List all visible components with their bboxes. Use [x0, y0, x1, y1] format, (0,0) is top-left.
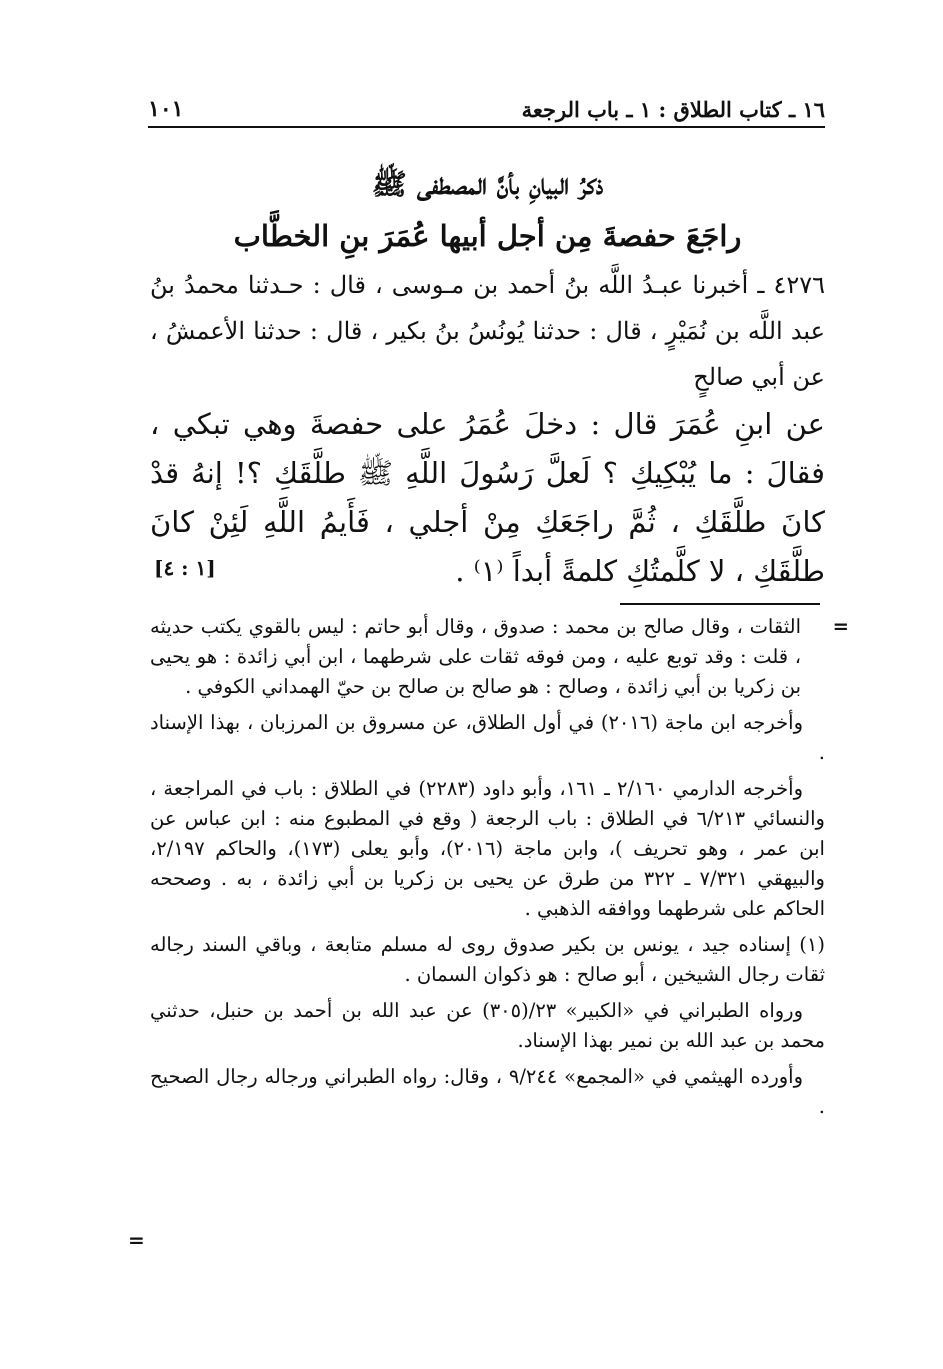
footnote-continuation [150, 612, 849, 702]
page-number: ١٠١ [148, 96, 184, 122]
continuation-marker: = [832, 615, 849, 638]
footnote-paragraph: وأورده الهيثمي في «المجمع» ٩/٢٤٤ ، وقال: رواه الطبراني ورجاله رجال الصحيح . [150, 1065, 825, 1118]
footnote-separator [620, 603, 820, 605]
hadith-isnad: ٤٢٧٦ ـ أخبرنا عبـدُ اللَّه بنُ أحمد بن مـوسى ، قال : حـدثنا محمدُ بنُ عبد اللَّه بن نُمَيْرٍ ، قال : حدثنا يُونُسُ بنُ بكير ، قال : حدثنا الأعمشُ ، عن أبي صالحٍ [150, 271, 825, 391]
footnote-paragraph: وأخرجه الدارمي ٢/١٦٠ ـ ١٦١، وأبو داود (٢٢٨٣) في الطلاق : باب في المراجعة ، والنسائي ٦/٢١٣ في الطلاق : باب الرجعة ( وقع في المطبوع منه : ابن عباس عن ابن عمر ، وهو تحريف )، وابن ماجة (٢٠١٦)، وأبو يعلى (١٧٣)، والحاكم ٢/١٩٧، والبيهقي ٧/٣٢١ ـ ٣٢٢ من طرق عن يحيى بن زكريا بن أبي زائدة ، به . وصححه الحاكم على شرطهما ووافقه الذهبي . [150, 777, 825, 920]
hadith-reference: [١ : ٤] [154, 556, 216, 580]
hadith-matn: عن ابنِ عُمَرَ قال : دخلَ عُمَرُ على حفصةَ وهي تبكي ، فقالَ : ما يُبْكِيكِ ؟ لَعلَّ رَسُولَ اللَّهِ ﷺ طلَّقَكِ ؟! إنهُ قدْ كانَ طلَّقَكِ ، ثُمَّ راجَعَكِ مِنْ أجلي ، فَأَيمُ اللَّهِ لَئِنْ كانَ طلَّقَكِ ، لا كلَّمتُكِ كلمةً أبداً ⁽١⁾ . [150, 407, 825, 588]
running-title: ١٦ ـ كتاب الطلاق : ١ ـ باب الرجعة [521, 97, 825, 122]
heading-line-1: ذكرُ البيانِ بأنَّ المصطفى ﷺ [371, 167, 604, 201]
footnote-paragraph: ورواه الطبراني في «الكبير» ٢٣/(٣٠٥) عن عبد الله بن أحمد بن حنبل، حدثني محمد بن عبد الله بن نمير بهذا الإسناد. [150, 999, 825, 1052]
chapter-heading [150, 158, 825, 262]
footnote-paragraph: وأخرجه ابن ماجة (٢٠١٦) في أول الطلاق، عن مسروق بن المرزبان ، بهذا الإسناد . [150, 711, 825, 764]
continued-marker: = [128, 1228, 145, 1252]
footnotes [150, 612, 849, 1128]
page-header [148, 86, 825, 128]
footnote-text: الثقات ، وقال صالح بن محمد : صدوق ، وقال أبو حاتم : ليس بالقوي يكتب حديثه ، قلت : وقد توبع عليه ، ومن فوقه ثقات على شرطهما ، ابن أبي زائدة : هو يحيى بن زكريا بن أبي زائدة ، وصالح : هو صالح بن صالح بن حيّ الهمداني الكوفي . [150, 615, 801, 698]
heading-line-2: راجَعَ حفصةَ مِن أجل أبيها عُمَرَ بنِ الخطَّاب [233, 219, 742, 253]
footnote-1: (١) إسناده جيد ، يونس بن بكير صدوق روى له مسلم متابعة ، وباقي السند رجاله ثقات رجال الشيخين ، أبو صالح : هو ذكوان السمان . [150, 933, 825, 986]
